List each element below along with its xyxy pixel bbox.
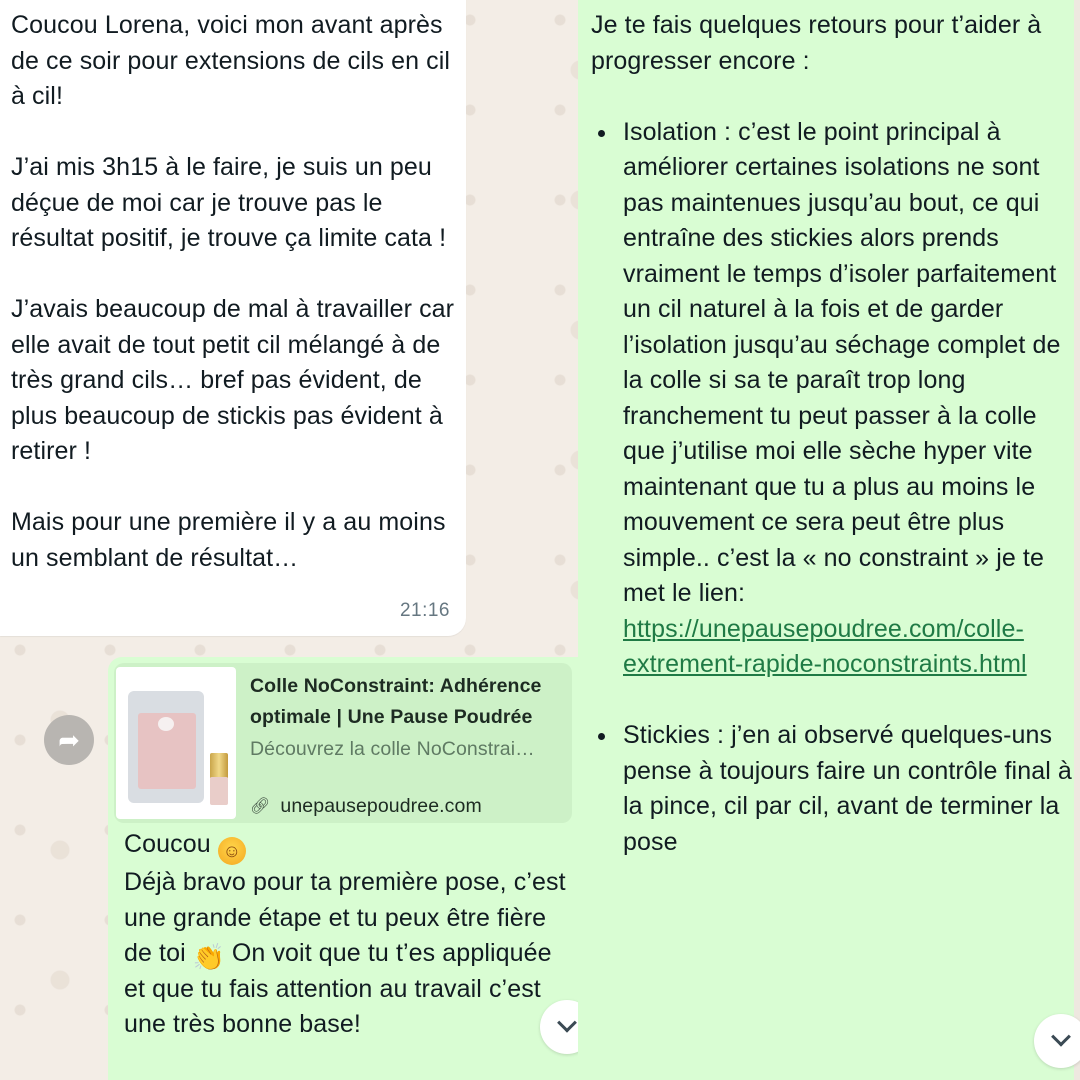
link-icon: 🔗︎ bbox=[250, 798, 271, 815]
link-preview-thumbnail bbox=[116, 667, 236, 819]
smiling-face-emoji-icon: ☺ bbox=[218, 837, 246, 865]
outgoing-message-bubble[interactable] bbox=[108, 657, 578, 1080]
feedback-message-bubble[interactable] bbox=[578, 0, 1074, 1080]
forward-icon: ➦ bbox=[58, 724, 80, 755]
wallpaper-edge bbox=[1074, 0, 1080, 1080]
product-link[interactable]: https://unepausepoudree.com/colle-extrement-rapide-noconstraints.html bbox=[623, 614, 1027, 678]
greeting-text: Coucou bbox=[124, 830, 211, 858]
incoming-message-bubble[interactable] bbox=[0, 0, 466, 636]
feedback-item-isolation bbox=[591, 115, 1074, 683]
chevron-down-icon bbox=[557, 1013, 577, 1033]
link-preview-domain bbox=[250, 789, 562, 823]
message-timestamp: 21:16 bbox=[399, 599, 450, 621]
chevron-down-icon bbox=[1051, 1027, 1071, 1047]
feedback-item-stickies bbox=[591, 718, 1074, 860]
message-paragraph: Coucou Lorena, voici mon avant après de ce soir pour extensions de cils en cil à cil! bbox=[11, 11, 451, 110]
link-preview-card[interactable] bbox=[114, 663, 572, 823]
feedback-list bbox=[591, 115, 1074, 861]
feedback-item-text: Isolation : c’est le point principal à améliorer certaines isolations ne sont pas maintenues jusqu’au bout, ce qui entraîne des stickies alors prends vraiment le temps d’isoler parfaitement un cil naturel à la fois et de garder l’isolation jusqu’au séchage complet de la colle si sa te paraît trop long franchement tu peut passer à la colle que j’utilise moi elle sèche hyper vite maintenant que tu a plus au moins le mouvement ce sera peut être plus simple.. c’est la « no constraint » je te met le lien: bbox=[623, 117, 1061, 607]
chat-panel-right bbox=[578, 0, 1080, 1080]
feedback-item-text: Stickies : j’en ai observé quelques-uns pense à toujours faire un contrôle final à la pince, cil par cil, avant de terminer la pose bbox=[623, 721, 1072, 856]
scroll-to-bottom-button[interactable] bbox=[1034, 1014, 1080, 1068]
message-paragraph: J’avais beaucoup de mal à travailler car elle avait de tout petit cil mélangé à de très grand cils… bref pas évident, de plus beaucoup de stickis pas évident à retirer ! bbox=[11, 295, 455, 465]
brand-logo-image bbox=[158, 717, 174, 731]
link-preview-domain-text: unepausepoudree.com bbox=[280, 795, 482, 817]
link-preview-description: Découvrez la colle NoConstrai… bbox=[250, 738, 535, 760]
outgoing-message-text bbox=[114, 823, 572, 1043]
feedback-intro: Je te fais quelques retours pour t’aider à progresser encore : bbox=[591, 11, 1042, 75]
bottle-image bbox=[210, 777, 228, 805]
bottle-cap-image bbox=[210, 753, 228, 779]
message-paragraph: Mais pour une première il y a au moins un semblant de résultat… bbox=[11, 508, 446, 572]
message-body-part2: On voit que tu t’es appliquée et que tu fais attention au travail c’est une très bonne base! bbox=[124, 939, 552, 1038]
message-body-part1: Déjà bravo pour ta première pose, c’est une grande étape et tu peux être fière de toi bbox=[124, 868, 566, 967]
link-preview-text bbox=[236, 663, 572, 823]
clapping-hands-emoji-icon: 👏 bbox=[192, 942, 226, 972]
forward-button[interactable] bbox=[44, 715, 94, 765]
link-preview-title: Colle NoConstraint: Adhérence optimale | Une Pause Poudrée bbox=[250, 675, 542, 728]
message-paragraph: J’ai mis 3h15 à le faire, je suis un peu déçue de moi car je trouve pas le résultat positif, je trouve ça limite cata ! bbox=[11, 153, 447, 252]
